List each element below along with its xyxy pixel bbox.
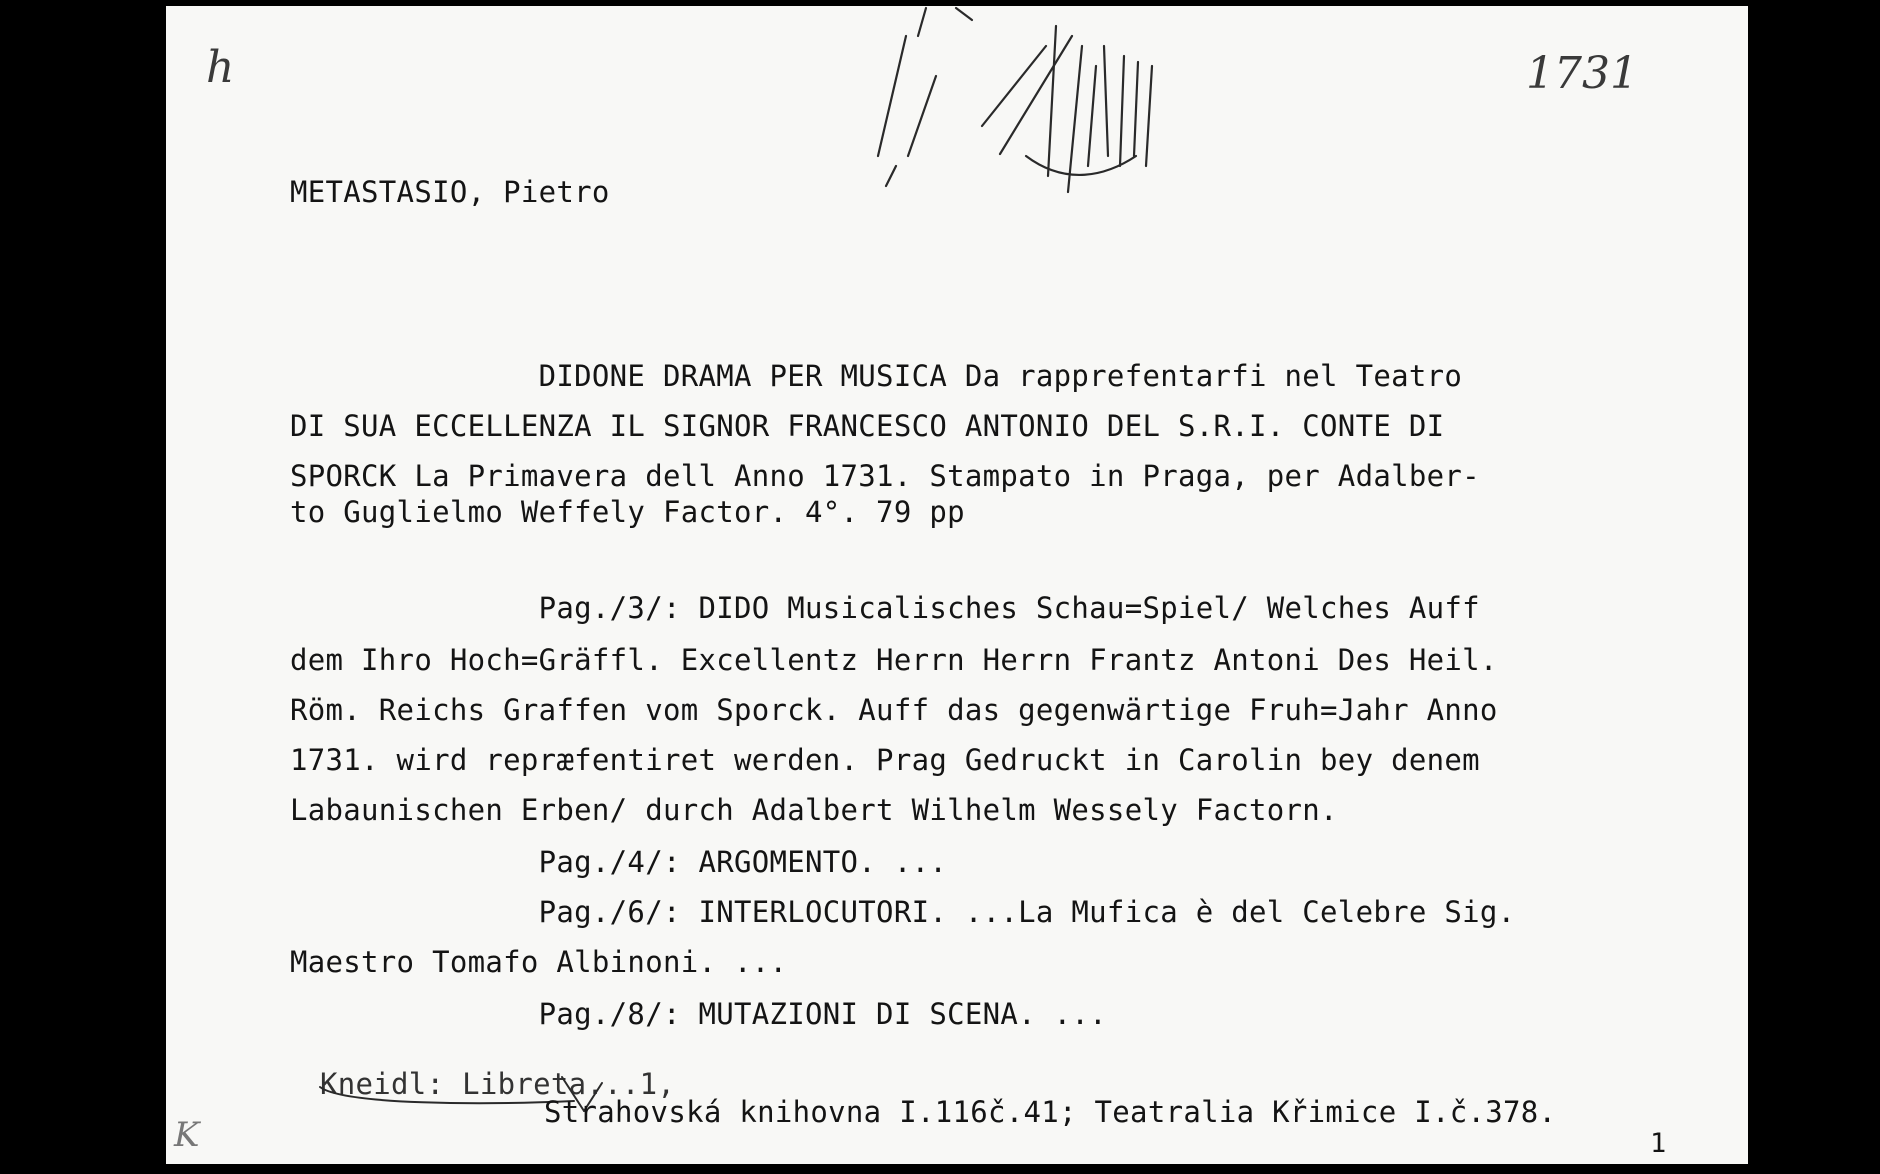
note-line: Pag./3/: DIDO Musicalisches Schau=Spiel/ Welches Auff	[290, 591, 1480, 625]
note-line: Pag./6/: INTERLOCUTORI. ...La Mufica è del Celebre Sig.	[290, 895, 1516, 929]
holdings-line: Strahovská knihovna I.116č.41; Teatralia Křimice I.č.378.	[544, 1095, 1557, 1129]
note-line: Maestro Tomafo Albinoni. ...	[290, 945, 788, 979]
note-line: Röm. Reichs Graffen vom Sporck. Auff das gegenwärtige Fruh=Jahr Anno	[290, 693, 1498, 727]
entry-line: DI SUA ECCELLENZA IL SIGNOR FRANCESCO ANTONIO DEL S.R.I. CONTE DI	[290, 409, 1445, 443]
corner-right-handwriting: 1731	[1526, 48, 1638, 99]
author-heading: METASTASIO, Pietro	[290, 175, 610, 209]
entry-line: SPORCK La Primavera dell Anno 1731. Stampato in Praga, per Adalber-	[290, 459, 1480, 493]
page-number: 1	[1650, 1128, 1667, 1159]
entry-line: to Guglielmo Weffely Factor. 4°. 79 pp	[290, 495, 965, 529]
margin-handwritten-mark: K	[174, 1115, 200, 1155]
entry-line: DIDONE DRAMA PER MUSICA Da rapprefentarfi nel Teatro	[290, 359, 1463, 393]
pen-scribble-drawing	[786, 6, 1206, 236]
note-line: Pag./4/: ARGOMENTO. ...	[290, 845, 948, 879]
note-line: dem Ihro Hoch=Gräffl. Excellentz Herrn Herrn Frantz Antoni Des Heil.	[290, 643, 1498, 677]
catalog-card	[166, 6, 1748, 1164]
struck-reference: Kneidl: Libreta...1,	[320, 1067, 676, 1101]
corner-left-handwriting: h	[206, 42, 235, 93]
note-line: Pag./8/: MUTAZIONI DI SCENA. ...	[290, 997, 1107, 1031]
note-line: 1731. wird repræfentiret werden. Prag Gedruckt in Carolin bey denem	[290, 743, 1480, 777]
note-line: Labaunischen Erben/ durch Adalbert Wilhelm Wessely Factorn.	[290, 793, 1338, 827]
